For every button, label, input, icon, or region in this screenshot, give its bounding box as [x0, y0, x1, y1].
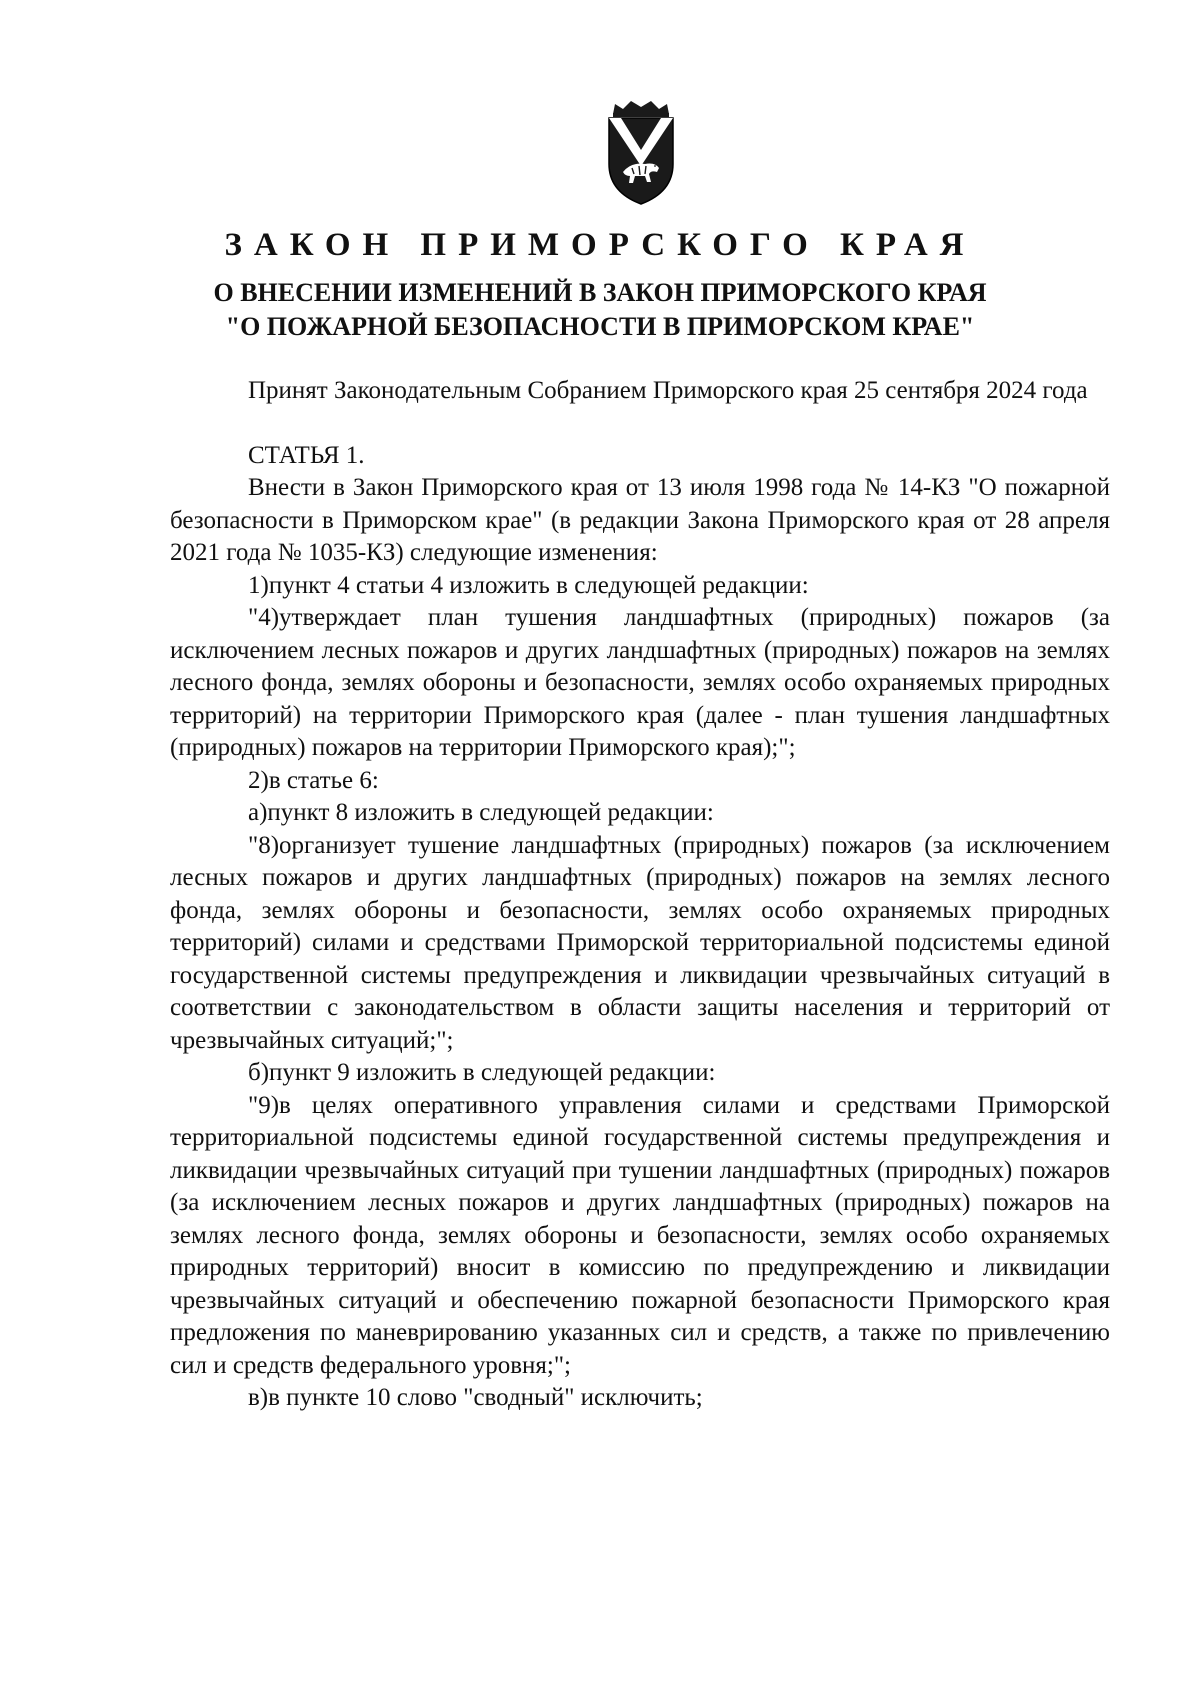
article-heading: СТАТЬЯ 1.	[248, 441, 365, 469]
paragraph: "8)организует тушение ландшафтных (природных) пожаров (за исключением лесных пожаров и других ландшафтных (природных) пожаров на землях лесного фонда, землях обороны и безопасности, землях особо охраняемых природных территорий) силами и средствами Приморской территориальной подсистемы единой государственной системы предупреждения и ликвидации чрезвычайных ситуаций в соответствии с законодательством в области защиты населения и территорий от чрезвычайных ситуаций;";	[170, 831, 1110, 1054]
paragraph: в)в пункте 10 слово "сводный" исключить;	[248, 1384, 703, 1411]
subtitle-line: О ВНЕСЕНИИ ИЗМЕНЕНИЙ В ЗАКОН ПРИМОРСКОГО КРАЯ	[213, 278, 987, 307]
document-title: ЗАКОН ПРИМОРСКОГО КРАЯ	[224, 227, 976, 263]
coat-of-arms-icon	[601, 98, 681, 208]
paragraph: б)пункт 9 изложить в следующей редакции:	[248, 1059, 716, 1086]
document-subtitle	[0, 276, 1200, 344]
paragraph: Внести в Закон Приморского края от 13 июля 1998 года № 14-КЗ "О пожарной безопасности в Приморском крае" (в редакции Закона Приморского края от 28 апреля 2021 года № 1035-КЗ) следующие изменения:	[170, 474, 1110, 566]
adoption-note: Принят Законодательным Собранием Приморского края 25 сентября 2024 года	[248, 377, 1088, 404]
paragraph: 1)пункт 4 статьи 4 изложить в следующей редакции:	[248, 571, 809, 599]
paragraph: "4)утверждает план тушения ландшафтных (природных) пожаров (за исключением лесных пожаров и других ландшафтных (природных) пожаров на землях лесного фонда, землях обороны и безопасности, землях особо охраняемых природных территорий) на территории Приморского края (далее - план тушения ландшафтных (природных) пожаров на территории Приморского края);";	[170, 604, 1110, 761]
paragraph: "9)в целях оперативного управления силами и средствами Приморской территориальной подсистемы единой государственной системы предупреждения и ликвидации чрезвычайных ситуаций при тушении ландшафтных (природных) пожаров (за исключением лесных пожаров и других ландшафтных (природных) пожаров на землях лесного фонда, землях обороны и безопасности, землях особо охраняемых природных территорий) вносит в комиссию по предупреждению и ликвидации чрезвычайных ситуаций и обеспечению пожарной безопасности Приморского края предложения по маневрированию указанных сил и средств, а также по привлечению сил и средств федерального уровня;";	[170, 1091, 1110, 1379]
subtitle-line: "О ПОЖАРНОЙ БЕЗОПАСНОСТИ В ПРИМОРСКОМ КРАЕ"	[225, 312, 975, 341]
paragraph: а)пункт 8 изложить в следующей редакции:	[248, 799, 714, 826]
paragraph: 2)в статье 6:	[248, 766, 379, 794]
document-body	[170, 375, 1110, 1415]
